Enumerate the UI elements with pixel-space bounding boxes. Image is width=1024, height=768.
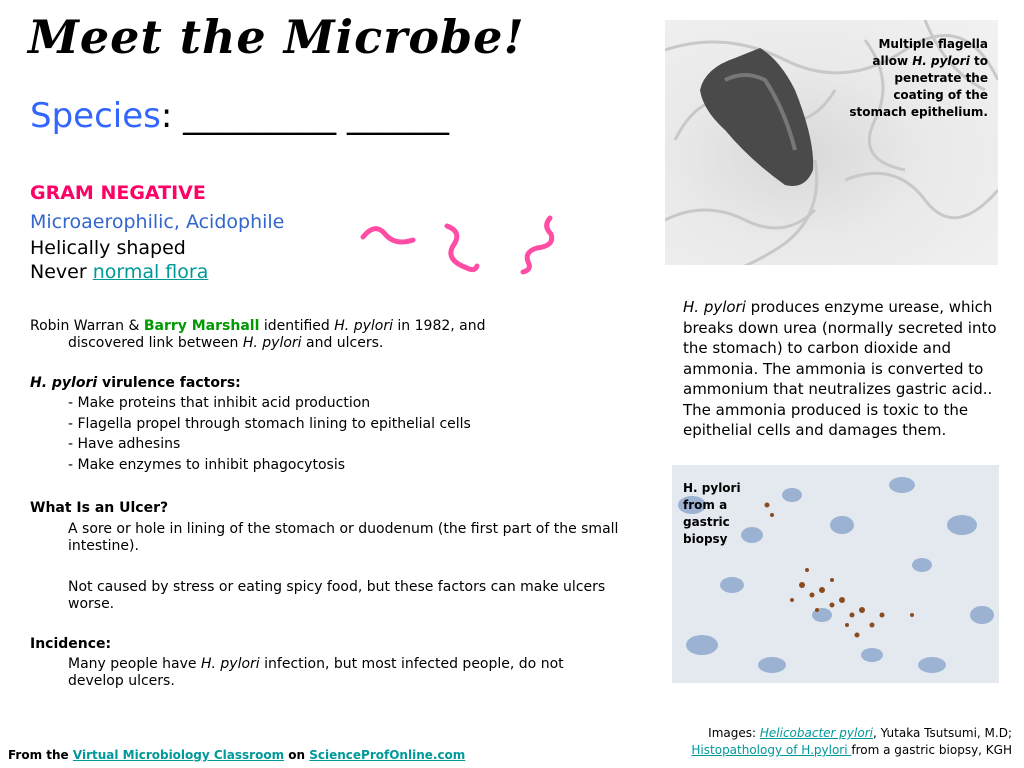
- list-item: - Make enzymes to inhibit phagocytosis: [68, 456, 345, 473]
- discovery-text: [30, 318, 590, 352]
- caption-text-b: to penetrate the coating of the stomach epithelium.: [849, 54, 988, 119]
- discovery-text-c: in 1982, and: [392, 318, 486, 334]
- gram-stain: GRAM NEGATIVE: [30, 182, 206, 204]
- organism-name: H. pylori: [30, 375, 98, 391]
- credits-prefix: Images:: [708, 726, 760, 740]
- species-colon: :: [160, 96, 173, 136]
- incidence-text-a: Many people have: [68, 656, 201, 672]
- list-item: - Make proteins that inhibit acid production: [68, 395, 371, 411]
- biopsy-caption: H. pylori from a gastric biopsy: [683, 481, 741, 546]
- urease-description: [683, 297, 1008, 441]
- discovery-text-b: identified: [259, 318, 335, 334]
- credits-text-b: from a gastric biopsy, KGH: [851, 743, 1012, 757]
- virulence-heading-text: virulence factors:: [97, 375, 241, 391]
- shape-trait: Helically shaped: [30, 237, 186, 259]
- species-blank: _________ ______: [183, 96, 449, 136]
- flora-trait: [30, 261, 208, 283]
- helicobacter-pylori-link[interactable]: Helicobacter pylori: [759, 726, 873, 740]
- urease-text: produces enzyme urease, which breaks down urea (normally secreted into the stomach) to carbon dioxide and ammonia. The ammonia is converted to ammonium that neutralizes gastric acid.. The ammonia produced is toxic to the epithelial cells and damages them.: [683, 298, 997, 439]
- ulcer-definition: A sore or hole in lining of the stomach or duodenum (the first part of the small intestine).: [68, 521, 619, 554]
- ulcer-heading: What Is an Ulcer?: [30, 500, 169, 516]
- barry-marshall-name: Barry Marshall: [143, 318, 260, 334]
- discovery-text-a: Robin Warran &: [30, 318, 144, 334]
- caption-text-a: Multiple flagella allow: [872, 37, 988, 68]
- flagella-caption: [848, 36, 988, 121]
- organism-name: H. pylori: [242, 335, 302, 351]
- incidence-text-b: infection, but most infected people, do not develop ulcers.: [68, 656, 564, 689]
- virulence-heading: [30, 375, 241, 392]
- histopathology-link[interactable]: Histopathology of H.pylori: [691, 743, 852, 757]
- discovery-text-d: discovered link between: [68, 335, 243, 351]
- organism-name: H. pylori: [200, 656, 260, 672]
- species-label: Species: [30, 96, 161, 136]
- list-item: - Flagella propel through stomach lining to epithelial cells: [68, 415, 471, 432]
- scienceprofonline-link[interactable]: ScienceProfOnline.com: [309, 748, 466, 762]
- organism-name: H. pylori: [334, 318, 393, 334]
- species-line: [30, 96, 449, 136]
- organism-name: H. pylori: [683, 298, 746, 316]
- never-prefix: Never: [30, 261, 93, 283]
- list-item: - Have adhesins: [68, 436, 181, 452]
- discovery-text-e: and ulcers.: [301, 335, 384, 351]
- oxygen-requirement: Microaerophilic, Acidophile: [30, 211, 285, 233]
- incidence-heading: Incidence:: [30, 636, 112, 652]
- page-title: Meet the Microbe!: [28, 10, 525, 64]
- footer: [8, 748, 465, 762]
- ulcer-causes: Not caused by stress or eating spicy food, but these factors can make ulcers worse.: [68, 579, 606, 612]
- virtual-classroom-link[interactable]: Virtual Microbiology Classroom: [72, 748, 285, 762]
- normal-flora-link[interactable]: normal flora: [92, 261, 209, 283]
- footer-middle: on: [284, 748, 310, 762]
- incidence-text: [68, 656, 613, 690]
- virulence-list: [68, 395, 471, 477]
- helical-bacteria-icon: [355, 212, 565, 282]
- footer-prefix: From the: [8, 748, 73, 762]
- organism-name: H. pylori: [912, 54, 970, 68]
- credits-text-a: , Yutaka Tsutsumi, M.D;: [872, 726, 1012, 740]
- image-credits: [691, 725, 1012, 759]
